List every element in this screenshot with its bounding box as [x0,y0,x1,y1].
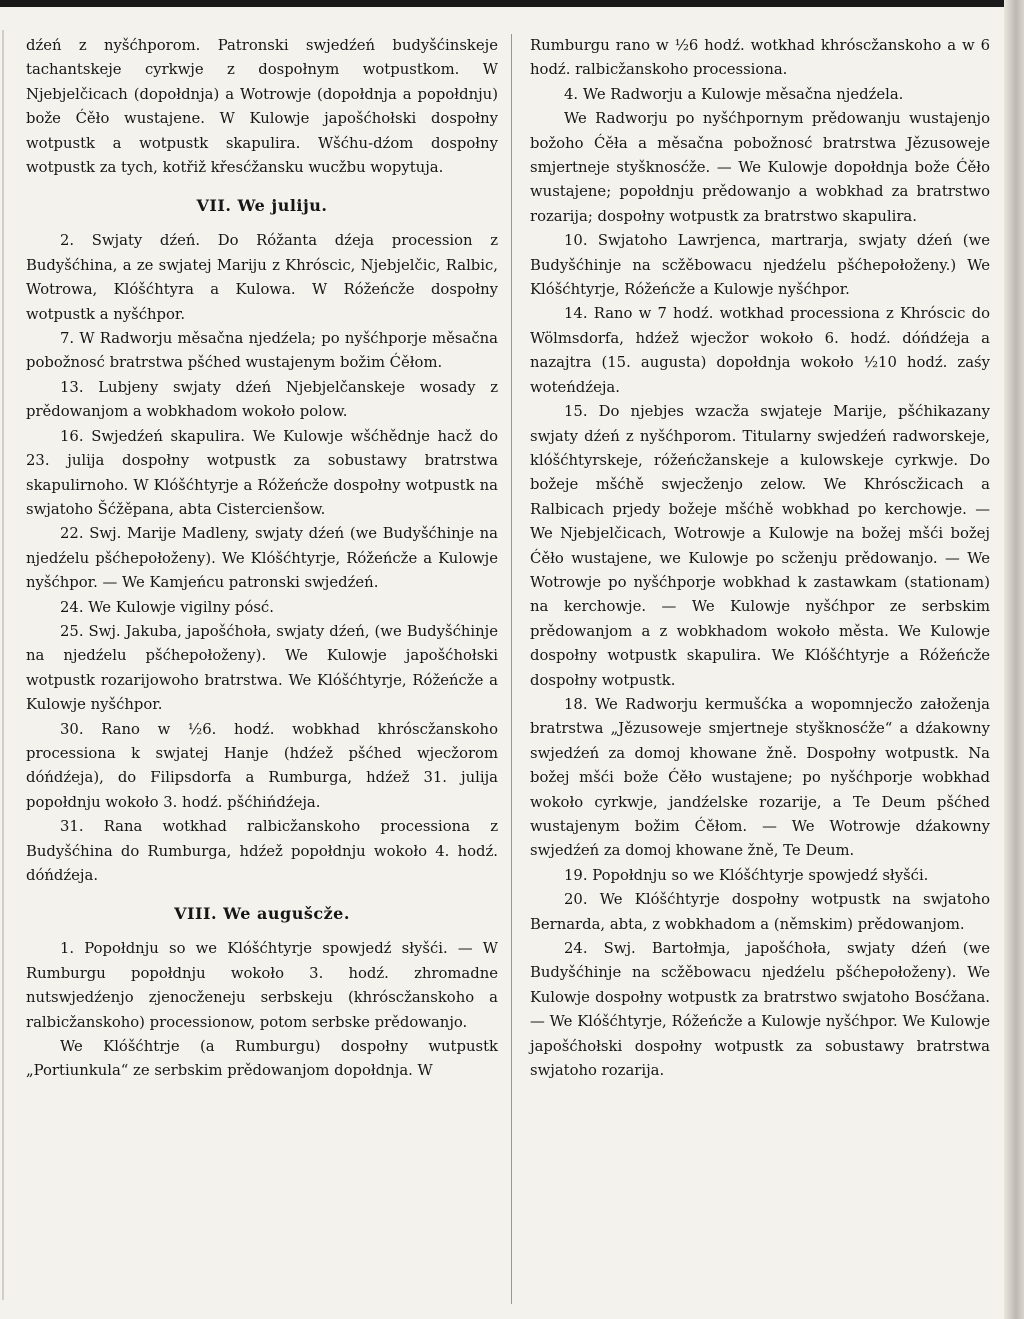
right-entry: 20. We Klóšćhtyrje dospołny wotpustk na swjatoho Bernarda, abta, z wobkhadom a (němskim) prědowanjom. [530,891,990,933]
right-entry: 14. Rano w 7 hodź. wotkhad processiona z Khróscic do Wölmsdorfa, hdźež wjecžor wokoło 6. hodź. dóńdźeja a nazajtra (15. augusta) dopołdnja wokoło ½10 hodź. zaśy woteńdźeja. [530,305,990,396]
right-entry: 18. We Radworju kermušćka a wopomnjecžo załoženja bratrstwa „Jězusoweje smjertneje styšknosćže“ a dźakowny swjedźeń za domoj khowane žně. Dospołny wotpustk. Na božej mšći bože Ćěło wustajene; po nyšćhporje wobkhad wokoło cyrkwje, jandźelske rozarije, a Te Deum pšćhed wustajenym božim Ćěłom. — We Wotrowje dźakowny swjedźeń za domoj khowane žně, Te Deum. [530,695,990,860]
right-entry: We Radworju po nyšćhpornym prědowanju wustajenjo božoho Ćěła a měsačna pobožnosć bratrstwa Jězusoweje smjertneje styšknosćže. — We Kulowje dopołdnja bože Ćěło wustajene; popołdnju prědowanjo a wobkhad za bratrstwo rozarija; dospołny wotpustk za bratrstwo skapulira. [530,110,990,225]
left-entry: 7. W Radworju měsačna njedźela; po nyšćhporje měsačna pobožnosć bratrstwa pšćhed wustajenym božim Ćěłom. [26,330,498,372]
scan-page-edge [1004,0,1024,1319]
right-entry: 10. Swjatoho Lawrjenca, martrarja, swjaty dźeń (we Budyšćhinje na scžěbowacu njedźelu pšćhepołoženy.) We Klóšćhtyrje, Róžeńcže a Kulowje nyšćhpor. [530,232,990,299]
left-entry: 16. Swjedźeń skapulira. We Kulowje wšćhědnje hacž do 23. julija dospołny wotpustk za sobustawy bratrstwa skapulirnoho. W Klóšćhtyrje a Róžeńcže dospołny wotpustk na swjatoho Šćžěpana, abta Cistercienšow. [26,427,498,518]
right-entry: 24. Swj. Bartołmja, japošćhoła, swjaty dźeń (we Budyšćhinje na scžěbowacu njedźelu pšćhepołoženy). We Kulowje dospołny wotpustk za bratrstwo swjatoho Bosćžana. — We Klóšćhtyrje, Róžeńcže a Kulowje nyšćhpor. We Kulowje japošćhołski dospołny wotpustk za sobustawy bratrstwa swjatoho rozarija. [530,940,990,1080]
left-entry: We Klóšćhtrje (a Rumburgu) dospołny wutpustk „Portiunkula“ ze serbskim prědowanjom dopołdnja. W [26,1038,498,1080]
right-entry: 4. We Radworju a Kulowje měsačna njedźela. [564,85,904,103]
column-divider [511,34,512,1304]
left-entry: 30. Rano w ½6. hodź. wobkhad khróscžanskoho processiona k swjatej Hanje (hdźež pšćhed wjecžorom dóńdźeja), do Filipsdorfa a Rumburga, hdźež 31. julija popołdnju wokoło 3. hodź. pšćhińdźeja. [26,720,498,811]
scan-margin-marks [2,30,14,1300]
left-entry: 13. Lubjeny swjaty dźeń Njebjelčanskeje wosady z prědowanjom a wobkhadom wokoło polow. [26,378,498,421]
right-column [530,34,990,1083]
left-entry: 22. Swj. Marije Madleny, swjaty dźeń (we Budyšćhinje na njedźelu pšćhepołoženy). We Klóšćhtyrje, Róžeńcže a Kulowje nyšćhpor. — We Kamjeńcu patronski swjedźeń. [26,525,498,592]
right-entry: 15. Do njebjes wzacža swjateje Marije, pšćhikazany swjaty dźeń z nyšćhporom. Titularny swjedźeń radworskeje, klóšćhtyrskeje, róžeńcžanskeje a kulowskeje cyrkwje. Do božeje mšćhě swjecženjo zelow. We Khróscžicach a Ralbicach prjedy božeje mšćhě wobkhad po kerchowje. — We Njebjelčicach, Wotrowje a Kulowje na božej mšći božej Ćěło wustajene, we Kulowje po scženju prědowanjo. — We Wotrowje po nyšćhporje wobkhad k zastawkam (stationam) na kerchowje. — We Kulowje nyšćhpor ze serbskim prědowanjom a z wobkhadom wokoło města. We Kulowje dospołny wotpustk skapulira. We Klóšćhtyrje a Róžeńcže dospołny wotpustk. [530,403,990,689]
left-entry: 25. Swj. Jakuba, japošćhoła, swjaty dźeń, (we Budyšćhinje na njedźelu pšćhepołoženy). We Kulowje japošćhołski wotpustk rozarijowoho bratrstwa. We Klóšćhtyrje, Róžeńcže a Kulowje nyšćhpor. [26,622,498,714]
section-heading-july: VII. We juliju. [196,196,328,216]
right-entry: 19. Popołdnju so we Klóšćhtyrje spowjedź słyšći. [564,866,929,884]
left-entry: 24. We Kulowje vigilny pósć. [60,598,274,616]
left-entry: 2. Swjaty dźeń. Do Róžanta dźeja procession z Budyšćhina, a ze swjatej Mariju z Khróscic, Njebjelčic, Ralbic, Wotrowa, Klóšćhtyra a Kulowa. W Róžeńcže dospołny wotpustk a nyšćhpor. [26,232,498,323]
section-heading-august: VIII. We augušcže. [174,904,350,924]
right-entry: Rumburgu rano w ½6 hodź. wotkhad khróscžanskoho a w 6 hodź. ralbicžanskoho processiona. [530,37,990,79]
left-entry: 1. Popołdnju so we Klóšćhtyrje spowjedź słyšći. — W Rumburgu popołdnju wokoło 3. hodź. zhromadne nutswjedźenjo zjenocženeju serbskeju (khróscžanskoho a ralbicžanskoho) processionow, potom serbske prědowanjo. [26,940,498,1031]
left-intro-paragraph: dźeń z nyšćhporom. Patronski swjedźeń budyšćinskeje tachantskeje cyrkwje z dospołnym wotpustkom. W Njebjelčicach (dopołdnja) a Wotrowje (dopołdnja a popołdnju) bože Ćěło wustajene. W Kulowje japošćhołski dospołny wotpustk a wotpustk skapulira. Wšćhu-dźom dospołny wotpustk za tych, kotřiž křesćžansku wucžbu wopytuja. [26,37,498,177]
left-column [26,34,498,1084]
top-rule [0,0,1024,7]
left-entry: 31. Rana wotkhad ralbicžanskoho processiona z Budyšćhina do Rumburga, hdźež popołdnju wokoło 4. hodź. dóńdźeja. [26,818,498,884]
